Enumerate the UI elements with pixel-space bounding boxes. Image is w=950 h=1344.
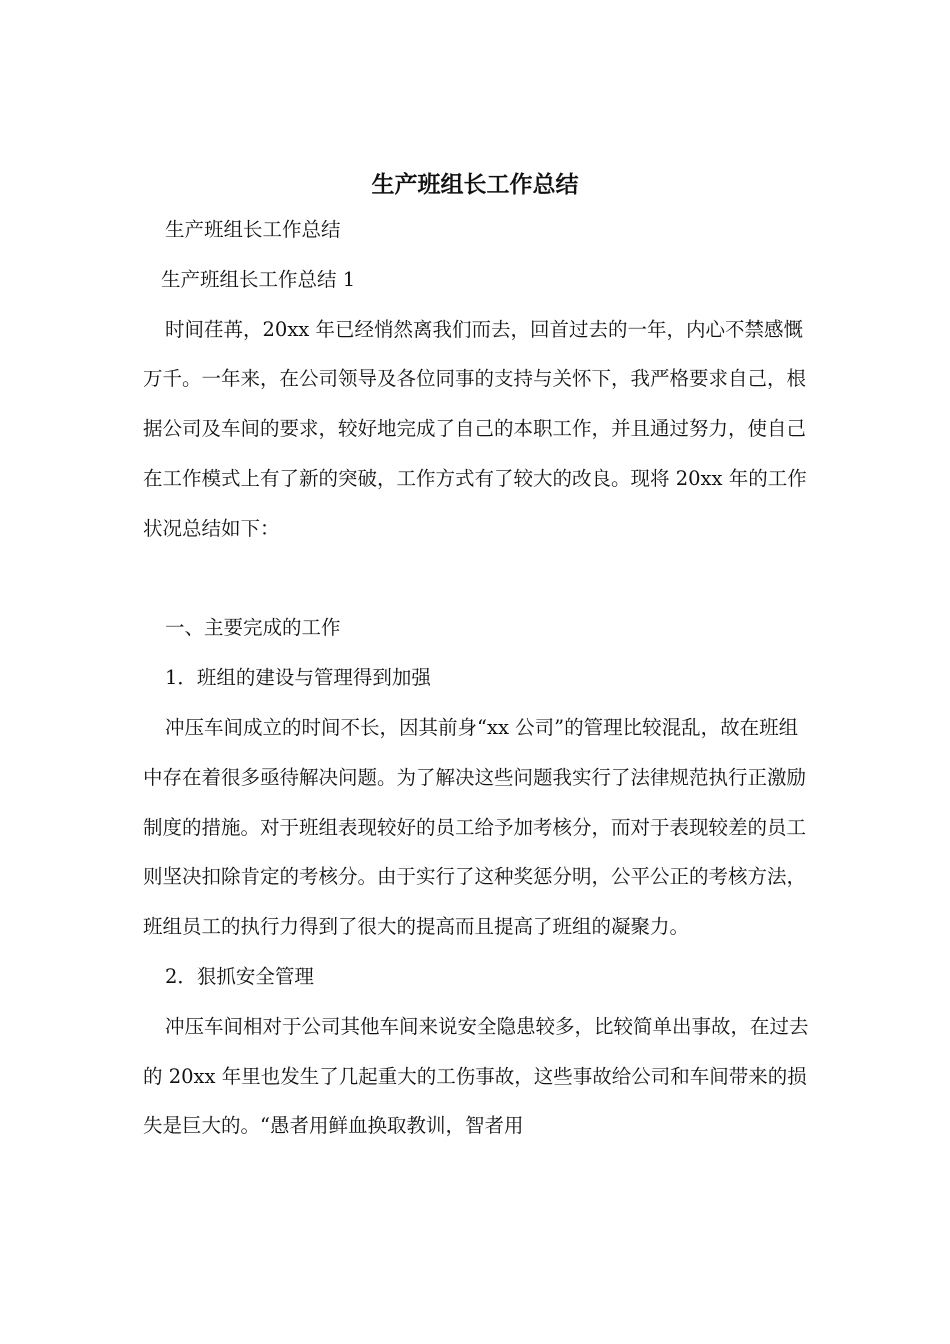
- blank-line: [143, 554, 811, 604]
- paragraph-intro: 时间荏苒，20xx 年已经悄然离我们而去，回首过去的一年，内心不禁感慨万千。一年来，在公司领导及各位同事的支持与关怀下，我严格要求自己，根据公司及车间的要求，较好地完成了自己的本职工作，并且通过努力，使自己在工作模式上有了新的突破，工作方式有了较大的改良。现将 20xx 年的工作状况总结如下：: [143, 317, 807, 540]
- heading-team-building: 1．班组的建设与管理得到加强: [165, 666, 431, 690]
- paragraph-safety: 冲压车间相对于公司其他车间来说安全隐患较多，比较简单出事故，在过去的 20xx 年里也发生了几起重大的工伤事故，这些事故给公司和车间带来的损失是巨大的。“愚者用鲜血换取教训，智者用: [143, 1014, 809, 1138]
- section-title: 生产班组长工作总结 1: [161, 267, 356, 291]
- subtitle: 生产班组长工作总结: [165, 218, 341, 241]
- heading-safety: 2．狠抓安全管理: [165, 964, 314, 988]
- document-body: [143, 205, 811, 1151]
- document-title: 生产班组长工作总结: [371, 172, 579, 199]
- heading-main-work: 一、主要完成的工作: [165, 616, 341, 640]
- paragraph-team-building: 冲压车间成立的时间不长，因其前身“xx 公司”的管理比较混乱，故在班组中存在着很多亟待解决问题。为了解决这些问题我实行了法律规范执行正激励制度的措施。对于班组表现较好的员工给予加考核分，而对于表现较差的员工则坚决扣除肯定的考核分。由于实行了这种奖惩分明，公平公正的考核方法，班组员工的执行力得到了很大的提高而且提高了班组的凝聚力。: [143, 715, 807, 939]
